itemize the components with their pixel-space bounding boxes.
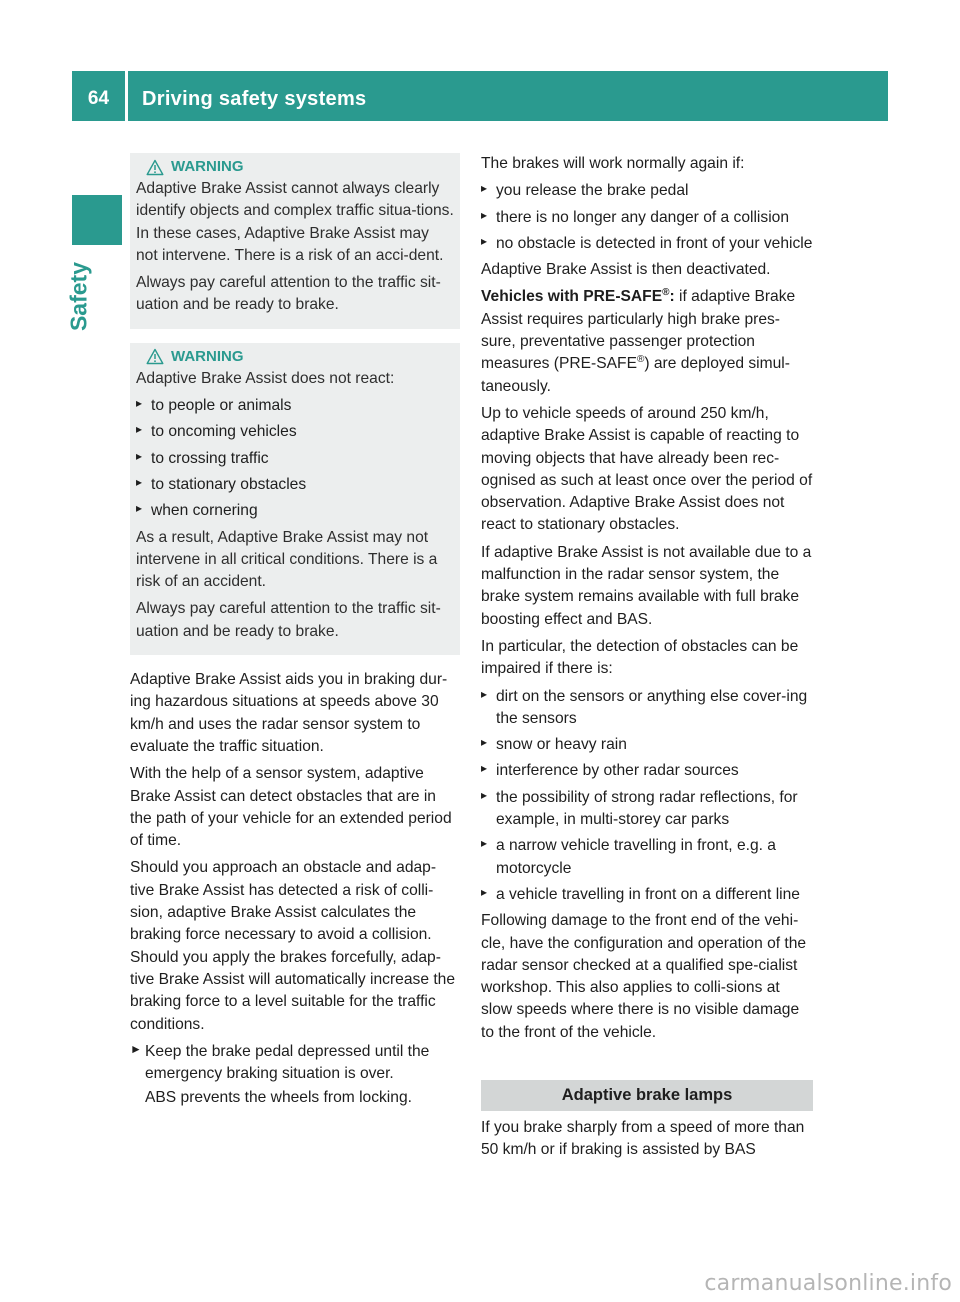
body-paragraph: If adaptive Brake Assist is not available due to a malfunction in the radar sensor system, the brake system remains available with full brake boosting effect and BAS.: [481, 543, 812, 628]
body-paragraph: Adaptive Brake Assist is then deactivated.: [481, 261, 771, 279]
pre-safe-text-end: ) are deployed simul-taneously.: [481, 355, 790, 395]
instruction-step: [130, 1041, 460, 1086]
warning-text: Always pay careful attention to the traffic sit-uation and be ready to brake.: [136, 274, 441, 314]
warning-text: Adaptive Brake Assist does not react:: [136, 369, 395, 387]
warning-list: [136, 395, 454, 522]
list-item: ▸ interference by other radar sources: [481, 760, 813, 782]
bullet-list: [481, 180, 813, 255]
pre-safe-text: if adaptive Brake Assist requires particularly high brake pres-sure, preventative passenger protection measures (PRE-SAFE: [481, 288, 796, 373]
pre-safe-heading: Vehicles with PRE-SAFE: [481, 288, 663, 306]
left-column: [130, 153, 460, 1112]
list-item: ▸ you release the brake pedal: [481, 180, 813, 202]
warning-box: [130, 153, 460, 329]
list-item: ▸ to crossing traffic: [136, 448, 454, 470]
body-paragraph: Up to vehicle speeds of around 250 km/h, adaptive Brake Assist is capable of reacting to moving objects that have already been rec-ognised as such at least once over the period of observation. Adaptive Brake Assist does not react to stationary obstacles.: [481, 404, 813, 534]
body-paragraph: Should you approach an obstacle and adap-tive Brake Assist has detected a risk of colli-sion, adaptive Brake Assist calculates the braking force necessary to avoid a collision. Should you apply the brakes forcefully, adap-tive Brake Assist will automatically increase the braking force to a level suitable for the traffic conditions.: [130, 859, 456, 1033]
warning-text: As a result, Adaptive Brake Assist may not intervene in all critical conditions. There is a risk of an accident.: [136, 528, 438, 591]
list-item: ▸ a vehicle travelling in front on a different line: [481, 884, 813, 906]
list-item: ▸ snow or heavy rain: [481, 734, 813, 756]
list-item: ▸ to people or animals: [136, 395, 454, 417]
registered-mark: ®: [636, 354, 645, 366]
pre-safe-colon: :: [669, 288, 675, 306]
body-paragraph: The brakes will work normally again if:: [481, 155, 745, 172]
list-item: ▸ a narrow vehicle travelling in front, e.g. a motorcycle: [481, 835, 813, 880]
warning-heading-text: WARNING: [171, 348, 244, 366]
watermark: carmanualsonline.info: [704, 1271, 952, 1296]
list-item: ▸ to stationary obstacles: [136, 474, 454, 496]
warning-text: Adaptive Brake Assist cannot always clearly identify objects and complex traffic situa-tions. In these cases, Adaptive Brake Assist may not intervene. There is a risk of an acci-dent.: [136, 180, 454, 264]
warning-triangle-icon: [146, 159, 164, 176]
subheading: Adaptive brake lamps: [481, 1080, 813, 1111]
body-paragraph: With the help of a sensor system, adaptive Brake Assist can detect obstacles that are in the path of your vehicle for an extended period of time.: [130, 765, 452, 850]
body-paragraph: Adaptive Brake Assist aids you in braking dur-ing hazardous situations at speeds above 30 km/h and uses the radar sensor system to evaluate the traffic situation.: [130, 671, 448, 755]
section-title: Driving safety systems: [142, 88, 367, 110]
list-item: ▸ to oncoming vehicles: [136, 421, 454, 443]
body-paragraph: In particular, the detection of obstacles can be impaired if there is:: [481, 637, 799, 678]
bullet-list: [481, 686, 813, 907]
header-divider: [125, 71, 128, 121]
list-item: ▸ there is no longer any danger of a collision: [481, 207, 813, 229]
warning-heading-text: WARNING: [171, 158, 244, 176]
instruction-result-text: ABS prevents the wheels from locking.: [145, 1089, 412, 1107]
instruction-arrow-icon: ►: [130, 1041, 142, 1056]
pre-safe-paragraph: [481, 286, 813, 397]
instruction-text: Keep the brake pedal depressed until the emergency braking situation is over.: [145, 1042, 430, 1083]
side-tab: [72, 195, 122, 245]
right-column: [481, 153, 813, 1167]
warning-box: [130, 343, 460, 655]
list-item: ▸ no obstacle is detected in front of your vehicle: [481, 233, 813, 255]
body-paragraph: Following damage to the front end of the vehi-cle, have the configuration and operation of the radar sensor checked at a qualified spe-cialist workshop. This also applies to colli-sions at slow speeds where there is no visible damage to the front of the vehicle.: [481, 912, 807, 1041]
warning-heading: [136, 346, 454, 368]
side-tab-label: Safety: [65, 262, 92, 332]
list-item: ▸ the possibility of strong radar reflections, for example, in multi-storey car parks: [481, 787, 813, 832]
warning-heading: [136, 156, 454, 178]
warning-text: Always pay careful attention to the traffic sit-uation and be ready to brake.: [136, 600, 441, 640]
list-item: ▸ when cornering: [136, 500, 454, 522]
instruction-result: [130, 1087, 460, 1109]
registered-mark: ®: [662, 287, 670, 299]
warning-triangle-icon: [146, 348, 164, 365]
page-number: 64: [87, 88, 110, 109]
list-item: ▸ dirt on the sensors or anything else cover-ing the sensors: [481, 686, 813, 731]
body-paragraph: If you brake sharply from a speed of more than 50 km/h or if braking is assisted by BAS: [481, 1118, 805, 1159]
